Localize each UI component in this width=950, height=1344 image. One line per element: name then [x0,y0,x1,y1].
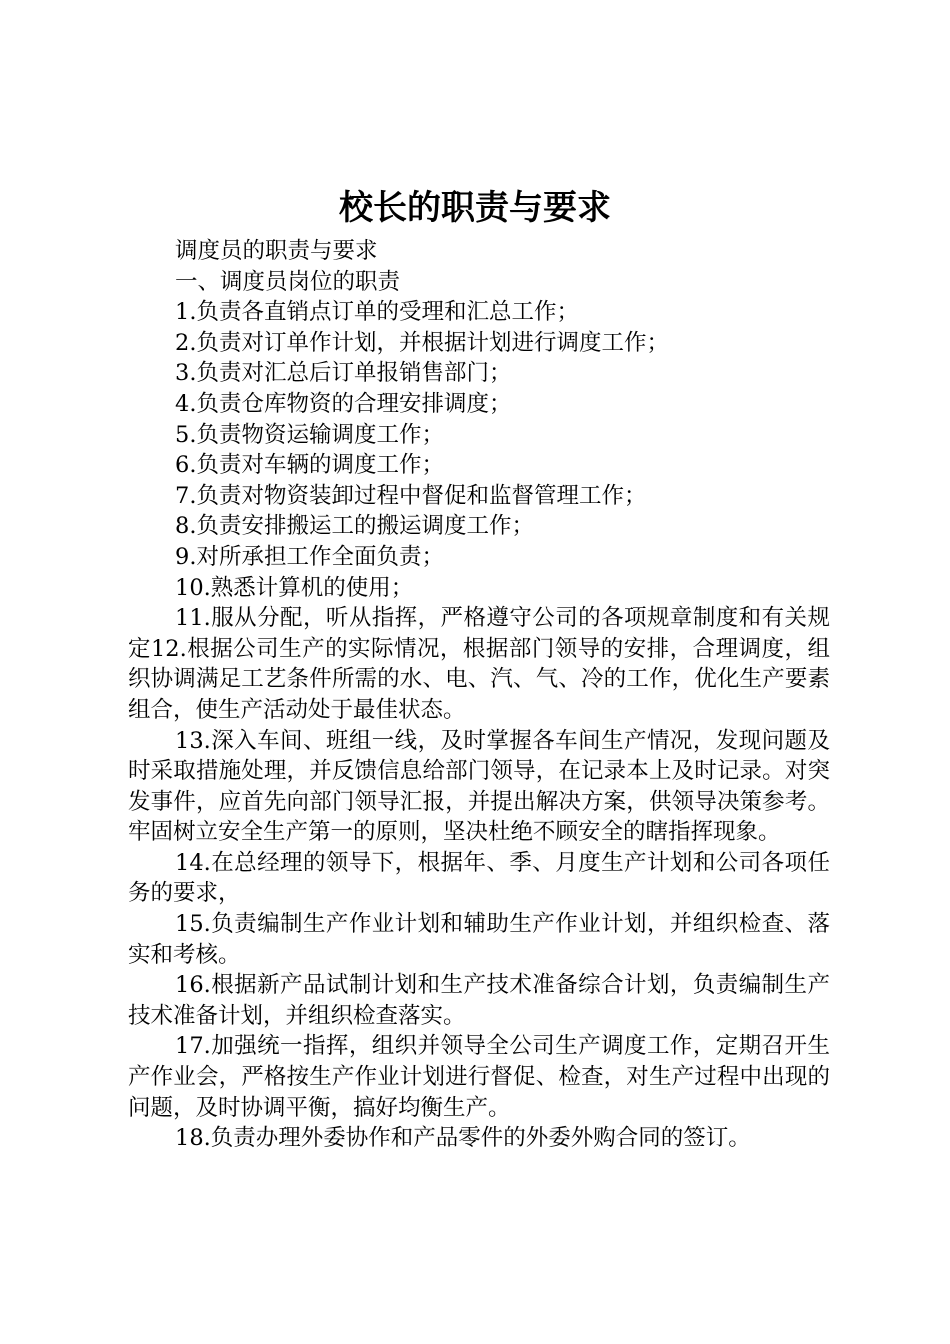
paragraph-item-18: 18.负责办理外委协作和产品零件的外委外购合同的签订。 [175,1125,751,1152]
paragraph-item-15: 15.负责编制生产作业计划和辅助生产作业计划，并组织检查、落实和考核。 [128,911,830,968]
paragraph-item-4: 4.负责仓库物资的合理安排调度； [175,390,512,417]
document-body [128,236,830,1154]
document-title: 校长的职责与要求 [339,188,611,228]
paragraph-item-10: 10.熟悉计算机的使用； [175,574,414,601]
paragraph-subtitle: 调度员的职责与要求 [175,238,378,264]
paragraph-item-1: 1.负责各直销点订单的受理和汇总工作； [175,299,579,326]
paragraph-item-9: 9.对所承担工作全面负责； [175,543,444,570]
paragraph-section-heading: 一、调度员岗位的职责 [175,268,401,295]
paragraph-item-17: 17.加强统一指挥，组织并领导全公司生产调度工作，定期召开生产作业会，严格按生产作业计划进行督促、检查，对生产过程中出现的问题，及时协调平衡，搞好均衡生产。 [128,1033,830,1121]
paragraph-item-7: 7.负责对物资装卸过程中督促和监督管理工作； [175,482,647,509]
paragraph-item-14: 14.在总经理的领导下，根据年、季、月度生产计划和公司各项任务的要求， [128,849,830,907]
paragraph-item-13: 13.深入车间、班组一线，及时掌握各车间生产情况，发现问题及时采取措施处理，并反馈信息给部门领导，在记录本上及时记录。对突发事件，应首先向部门领导汇报，并提出解决方案，供领导决策参考。牢固树立安全生产第一的原则，坚决杜绝不顾安全的瞎指挥现象。 [128,727,830,846]
paragraph-item-8: 8.负责安排搬运工的搬运调度工作； [175,513,534,540]
paragraph-item-16: 16.根据新产品试制计划和生产技术准备综合计划，负责编制生产技术准备计划，并组织检查落实。 [128,972,830,1029]
paragraph-item-3: 3.负责对汇总后订单报销售部门； [175,360,512,387]
paragraph-item-5: 5.负责物资运输调度工作； [175,421,444,448]
paragraph-item-2: 2.负责对订单作计划，并根据计划进行调度工作； [175,329,669,356]
paragraph-item-6: 6.负责对车辆的调度工作； [175,452,444,479]
paragraph-item-11-12: 11.服从分配，听从指挥，严格遵守公司的各项规章制度和有关规定12.根据公司生产的实际情况，根据部门领导的安排，合理调度，组织协调满足工艺条件所需的水、电、汽、气、冷的工作，优化生产要素组合，使生产活动处于最佳状态。 [128,605,830,723]
